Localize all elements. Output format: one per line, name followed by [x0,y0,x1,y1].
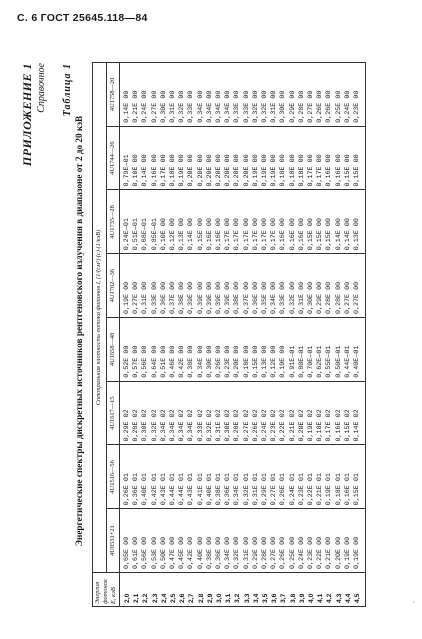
table-row [178,63,187,607]
flux-cell: 0,24E 02 [261,381,270,445]
flux-cell: 0,36E 00 [215,509,224,573]
flux-cell: 0,62E—01 [316,318,325,382]
source-column-header: 4U1658—48 [106,318,120,382]
flux-cell: 0,33E 00 [279,254,288,318]
flux-cell: 0,34E 01 [233,445,242,509]
flux-cell: 0,28E 02 [233,381,242,445]
flux-cell: 0,38E 00 [206,509,215,573]
flux-group-header: Спектральная плотность потока фотонов I, (1/(см²)·(с)·(1/кэВ) [93,63,107,573]
flux-cell: 0,15E 00 [197,190,206,254]
flux-cell: 0,57E 00 [132,318,141,382]
flux-cell: 0,39E 00 [215,254,224,318]
energy-cell: 3,3 [243,573,252,607]
flux-cell: 0,32E 00 [178,63,187,127]
table-row [279,63,288,607]
flux-cell: 0,28E 00 [325,254,334,318]
flux-cell: 0,20E 00 [197,126,206,190]
flux-cell: 0,29E 01 [261,445,270,509]
flux-cell: 0,34E 00 [215,63,224,127]
flux-cell: 0,16E 00 [289,190,298,254]
flux-cell: 0,21E 02 [289,381,298,445]
flux-cell: 0,34E 00 [224,63,233,127]
energy-cell: 2,9 [206,573,215,607]
flux-cell: 0,13E 00 [178,190,187,254]
table-row [298,63,307,607]
flux-cell: 0,50E—01 [335,318,344,382]
flux-cell: 0,27E 00 [344,254,353,318]
table-row [215,63,224,607]
table-row [252,63,261,607]
table-row [151,63,160,607]
flux-cell: 0,39E 00 [187,254,196,318]
energy-cell: 2,5 [169,573,178,607]
flux-cell: 0,30E 00 [206,318,215,382]
flux-cell: 0,10E 00 [160,190,169,254]
flux-cell: 0,18E 00 [279,126,288,190]
flux-cell: 0,21E 00 [325,509,334,573]
flux-cell: 0,20E 00 [233,126,242,190]
flux-cell: 0,20E 00 [335,509,344,573]
flux-cell: 0,30E 02 [141,381,150,445]
flux-cell: 0,34E 00 [270,254,279,318]
flux-cell: 0,14E 00 [187,190,196,254]
flux-cell: 0,10E 00 [132,126,141,190]
flux-cell: 0,44E 01 [178,445,187,509]
flux-cell: 0,65E 00 [120,509,133,573]
energy-cell: 2,0 [120,573,133,607]
flux-cell: 0,14E 00 [335,190,344,254]
energy-cell: 2,3 [151,573,160,607]
flux-cell: 0,34E 00 [206,63,215,127]
energy-cell: 3,2 [233,573,242,607]
flux-cell: 0,43E 01 [187,445,196,509]
flux-cell: 0,68E—01 [141,190,150,254]
flux-cell: 0,18E 02 [316,381,325,445]
flux-cell: 0,16E 00 [325,126,334,190]
flux-cell: 0,27E 01 [270,445,279,509]
flux-cell: 0,43E 01 [160,445,169,509]
flux-cell: 0,34E 00 [197,63,206,127]
flux-cell: 0,15E 00 [344,126,353,190]
appendix-subtitle: Справочное [36,63,47,113]
flux-cell: 0,42E 00 [178,318,187,382]
source-column-header: 4U0531+21 [106,509,120,573]
flux-cell: 0,30E 00 [160,63,169,127]
flux-cell: 0,20E 00 [206,126,215,190]
energy-cell: 4,5 [353,573,366,607]
energy-cell: 2,6 [178,573,187,607]
flux-cell: 0,24E 00 [344,63,353,127]
flux-cell: 0,85E—01 [151,190,160,254]
flux-cell: 0,16E 00 [279,190,288,254]
flux-cell: 0,23E 02 [270,381,279,445]
flux-cell: 0,22E 02 [279,381,288,445]
flux-cell: 0,19E 00 [344,509,353,573]
flux-cell: 0,18E 00 [169,126,178,190]
source-header-row [106,63,120,607]
flux-cell: 0,19E 00 [353,509,366,573]
flux-cell: 0,23E 00 [353,63,366,127]
table-row [344,63,353,607]
flux-cell: 0,29E 00 [252,509,261,573]
flux-cell: 0,13E 00 [261,318,270,382]
flux-cell: 0,30E 00 [307,254,316,318]
flux-cell: 0,17E 00 [307,126,316,190]
flux-cell: 0,26E 00 [215,318,224,382]
flux-cell: 0,16E 00 [335,126,344,190]
flux-cell: 0,24E 00 [141,63,150,127]
energy-cell: 4,1 [316,573,325,607]
flux-cell: 0,27E 00 [307,63,316,127]
flux-cell: 0,20E 00 [187,126,196,190]
flux-cell: 0,17E 00 [160,126,169,190]
source-column-header: 4U1702—36 [106,254,120,318]
flux-cell: 0,28E 00 [335,254,344,318]
table-row [243,63,252,607]
flux-cell: 0,15E 00 [307,190,316,254]
flux-cell: 0,42E 01 [151,445,160,509]
flux-cell: 0,64E 00 [151,318,160,382]
source-column-header: 4U1758—20 [106,63,120,127]
flux-cell: 0,31E 02 [215,381,224,445]
flux-cell: 0,38E 01 [215,445,224,509]
flux-cell: 0,29E 02 [120,381,133,445]
table-row [353,63,366,607]
flux-cell: 0,61E 00 [132,509,141,573]
flux-cell: 0,33E 00 [243,63,252,127]
flux-cell: 0,36E 00 [252,254,261,318]
spectra-table [92,62,366,607]
flux-cell: 0,55E—01 [325,318,334,382]
flux-cell: 0,44E 01 [169,445,178,509]
flux-cell: 0,15E 01 [353,445,366,509]
flux-cell: 0,24E 00 [298,509,307,573]
flux-cell: 0,12E 00 [169,190,178,254]
table-row [187,63,196,607]
flux-cell: 0,17E 00 [233,190,242,254]
flux-cell: 0,39E 00 [224,254,233,318]
energy-cell: 2,4 [160,573,169,607]
flux-cell: 0,21E 00 [132,63,141,127]
flux-cell: 0,20E 00 [215,126,224,190]
flux-cell: 0,40E 00 [197,509,206,573]
table-row [197,63,206,607]
flux-cell: 0,15E 02 [344,381,353,445]
energy-cell: 2,1 [132,573,141,607]
flux-cell: 0,29E 00 [289,63,298,127]
flux-cell: 0,14E 00 [141,126,150,190]
flux-cell: 0,28E 00 [298,63,307,127]
table-row [206,63,215,607]
flux-cell: 0,30E 00 [279,63,288,127]
flux-cell: 0,12E 00 [270,318,279,382]
energy-cell: 2,7 [187,573,196,607]
flux-cell: 0,38E 00 [233,254,242,318]
flux-cell: 0,17E 02 [325,381,334,445]
flux-cell: 0,28E 02 [132,381,141,445]
flux-cell: 0,17E 00 [252,190,261,254]
flux-cell: 0,17E 00 [243,190,252,254]
flux-cell: 0,20E 02 [298,381,307,445]
flux-cell: 0,19E 00 [261,126,270,190]
flux-cell: 0,52E 00 [120,318,133,382]
flux-cell: 0,18E 00 [243,318,252,382]
energy-cell: 3,6 [270,573,279,607]
flux-cell: 0,19E 02 [307,381,316,445]
flux-cell: 0,20E 00 [233,318,242,382]
table-row [289,63,298,607]
flux-cell: 0,32E 00 [261,63,270,127]
flux-cell: 0,15E 00 [353,126,366,190]
flux-cell: 0,15E 00 [252,318,261,382]
flux-cell: 0,28E 00 [261,509,270,573]
flux-cell: 0,26E 01 [120,445,133,509]
flux-cell: 0,27E 00 [270,509,279,573]
flux-cell: 0,34E 00 [224,509,233,573]
energy-cell: 3,5 [261,573,270,607]
flux-cell: 0,56E 00 [141,509,150,573]
flux-cell: 0,80E—01 [298,318,307,382]
flux-cell: 0,34E 00 [197,318,206,382]
table-row [316,63,325,607]
flux-cell: 0,53E 00 [151,509,160,573]
flux-cell: 0,40E 01 [206,445,215,509]
table-row [325,63,334,607]
flux-cell: 0,40E—01 [353,318,366,382]
rotated-page-content [16,51,411,611]
flux-cell: 0,16E 00 [151,126,160,190]
flux-cell: 0,36E 01 [132,445,141,509]
flux-cell: 0,38E 00 [178,254,187,318]
flux-cell: 0,51E—01 [132,190,141,254]
flux-cell: 0,17E 00 [224,190,233,254]
flux-cell: 0,27E 00 [353,254,366,318]
flux-cell: 0,25E 00 [289,509,298,573]
flux-cell: 0,37E 00 [169,254,178,318]
appendix-block [20,63,47,166]
flux-cell: 0,18E 00 [298,126,307,190]
flux-cell: 0,29E 00 [316,254,325,318]
table-row [224,63,233,607]
flux-cell: 0,26E 00 [316,63,325,127]
flux-cell: 0,41E 01 [197,445,206,509]
table-row [307,63,316,607]
table-row [270,63,279,607]
energy-cell: 3,1 [224,573,233,607]
flux-cell: 0,19E 00 [178,126,187,190]
flux-cell: 0,19E 00 [120,254,133,318]
flux-cell: 0,19E 00 [252,126,261,190]
flux-cell: 0,32E 01 [243,445,252,509]
flux-cell: 0,13E 00 [353,190,366,254]
flux-cell: 0,15E 00 [316,190,325,254]
table-body [120,63,366,607]
flux-cell: 0,34E 02 [178,381,187,445]
energy-column-header: Энергия фотонов E, кэВ [93,573,120,607]
flux-cell: 0,50E 00 [160,509,169,573]
flux-cell: 0,34E 02 [187,381,196,445]
flux-cell: 0,31E 00 [243,509,252,573]
page-header: С. 6 ГОСТ 25645.118—84 [17,12,148,24]
table-row [120,63,133,607]
energy-cell: 4,0 [307,573,316,607]
flux-cell: 0,18E 00 [289,126,298,190]
flux-cell: 0,31E 00 [169,63,178,127]
flux-cell: 0,32E 00 [252,63,261,127]
flux-cell: 0,42E 00 [187,509,196,573]
source-column-header: 4U1516—56 [106,445,120,509]
flux-cell: 0,56E 00 [141,318,150,382]
flux-cell: 0,33E 00 [233,63,242,127]
flux-cell: 0,27E 02 [243,381,252,445]
flux-cell: 0,70E—01 [307,318,316,382]
appendix-title: ПРИЛОЖЕНИЕ 1 [20,63,34,167]
flux-cell: 0,31E 00 [270,63,279,127]
table-row [132,63,141,607]
flux-cell: 0,24E—01 [120,190,133,254]
flux-cell: 0,19E 01 [325,445,334,509]
flux-cell: 0,17E 00 [261,190,270,254]
flux-cell: 0,26E 00 [279,509,288,573]
flux-cell: 0,16E 00 [298,190,307,254]
flux-cell: 0,17E 00 [270,190,279,254]
energy-cell: 3,0 [215,573,224,607]
flux-cell: 0,39E 00 [197,254,206,318]
flux-cell: 0,16E 01 [344,445,353,509]
flux-cell: 0,39E 00 [206,254,215,318]
flux-cell: 0,46E 00 [169,318,178,382]
flux-cell: 0,37E 00 [243,254,252,318]
flux-cell: 0,24E 01 [289,445,298,509]
flux-cell: 0,20E 00 [224,126,233,190]
flux-cell: 0,32E 02 [151,381,160,445]
flux-cell: 0,45E 00 [178,509,187,573]
table-row [160,63,169,607]
flux-cell: 0,36E 00 [160,254,169,318]
source-column-header: 4U1744—26 [106,126,120,190]
table-caption: Энергетические спектры дискретных источников рентгеновского излучения в диапазоне от 2 до 20 кэВ [74,115,84,547]
flux-cell: 0,35E 00 [261,254,270,318]
flux-cell: 0,27E 00 [151,63,160,127]
table-row [141,63,150,607]
flux-cell: 0,34E 02 [160,381,169,445]
flux-cell: 0,25E 00 [335,63,344,127]
table-number: Таблица 1 [62,63,73,117]
flux-cell: 0,31E 00 [141,254,150,318]
flux-cell: 0,10E 00 [279,318,288,382]
flux-cell: 0,26E 02 [252,381,261,445]
flux-cell: 0,32E 00 [233,509,242,573]
flux-cell: 0,32E 02 [206,381,215,445]
flux-cell: 0,51E 00 [160,318,169,382]
flux-cell: 0,16E 00 [206,190,215,254]
flux-cell: 0,15E 00 [325,190,334,254]
flux-cell: 0,33E 00 [151,254,160,318]
flux-cell: 0,21E 01 [316,445,325,509]
energy-cell: 3,7 [279,573,288,607]
flux-cell: 0,14E 00 [344,190,353,254]
source-column-header: 4U1735—28 [106,190,120,254]
flux-cell: 0,23E 00 [307,509,316,573]
energy-cell: 3,9 [298,573,307,607]
flux-cell: 0,31E 00 [298,254,307,318]
energy-cell: 4,2 [325,573,334,607]
flux-cell: 0,27E 00 [132,254,141,318]
flux-cell: 0,20E 00 [243,126,252,190]
flux-cell: 0,26E 01 [279,445,288,509]
flux-cell: 0,34E 02 [169,381,178,445]
page-mark: · [412,598,415,607]
flux-cell: 0,30E 02 [224,381,233,445]
flux-cell: 0,23E 01 [298,445,307,509]
flux-cell: 0,91E—01 [289,318,298,382]
energy-cell: 3,8 [289,573,298,607]
flux-cell: 0,33E 02 [197,381,206,445]
flux-cell: 0,47E 00 [169,509,178,573]
flux-cell: 0,17E 00 [316,126,325,190]
flux-cell: 0,14E 02 [353,381,366,445]
flux-cell: 0,22E 01 [307,445,316,509]
flux-cell: 0,23E 00 [224,318,233,382]
energy-cell: 3,4 [252,573,261,607]
flux-cell: 0,31E 01 [252,445,261,509]
flux-cell: 0,22E 00 [316,509,325,573]
energy-cell: 2,2 [141,573,150,607]
flux-cell: 0,16E 02 [335,381,344,445]
flux-cell: 0,18E 01 [335,445,344,509]
flux-cell: 0,79E—01 [120,126,133,190]
flux-cell: 0,33E 00 [187,63,196,127]
flux-cell: 0,16E 00 [215,190,224,254]
energy-cell: 2,8 [197,573,206,607]
energy-cell: 4,3 [335,573,344,607]
table-row [335,63,344,607]
flux-cell: 0,40E 01 [141,445,150,509]
flux-cell: 0,26E 00 [325,63,334,127]
flux-cell: 0,32E 00 [289,254,298,318]
table-row [169,63,178,607]
energy-cell: 4,4 [344,573,353,607]
flux-cell: 0,14E 00 [120,63,133,127]
flux-cell: 0,19E 00 [270,126,279,190]
flux-cell: 0,36E 01 [224,445,233,509]
flux-cell: 0,44E—01 [344,318,353,382]
source-column-header: 4U1617—15 [106,381,120,445]
table-row [233,63,242,607]
table-row [261,63,270,607]
flux-cell: 0,38E 00 [187,318,196,382]
